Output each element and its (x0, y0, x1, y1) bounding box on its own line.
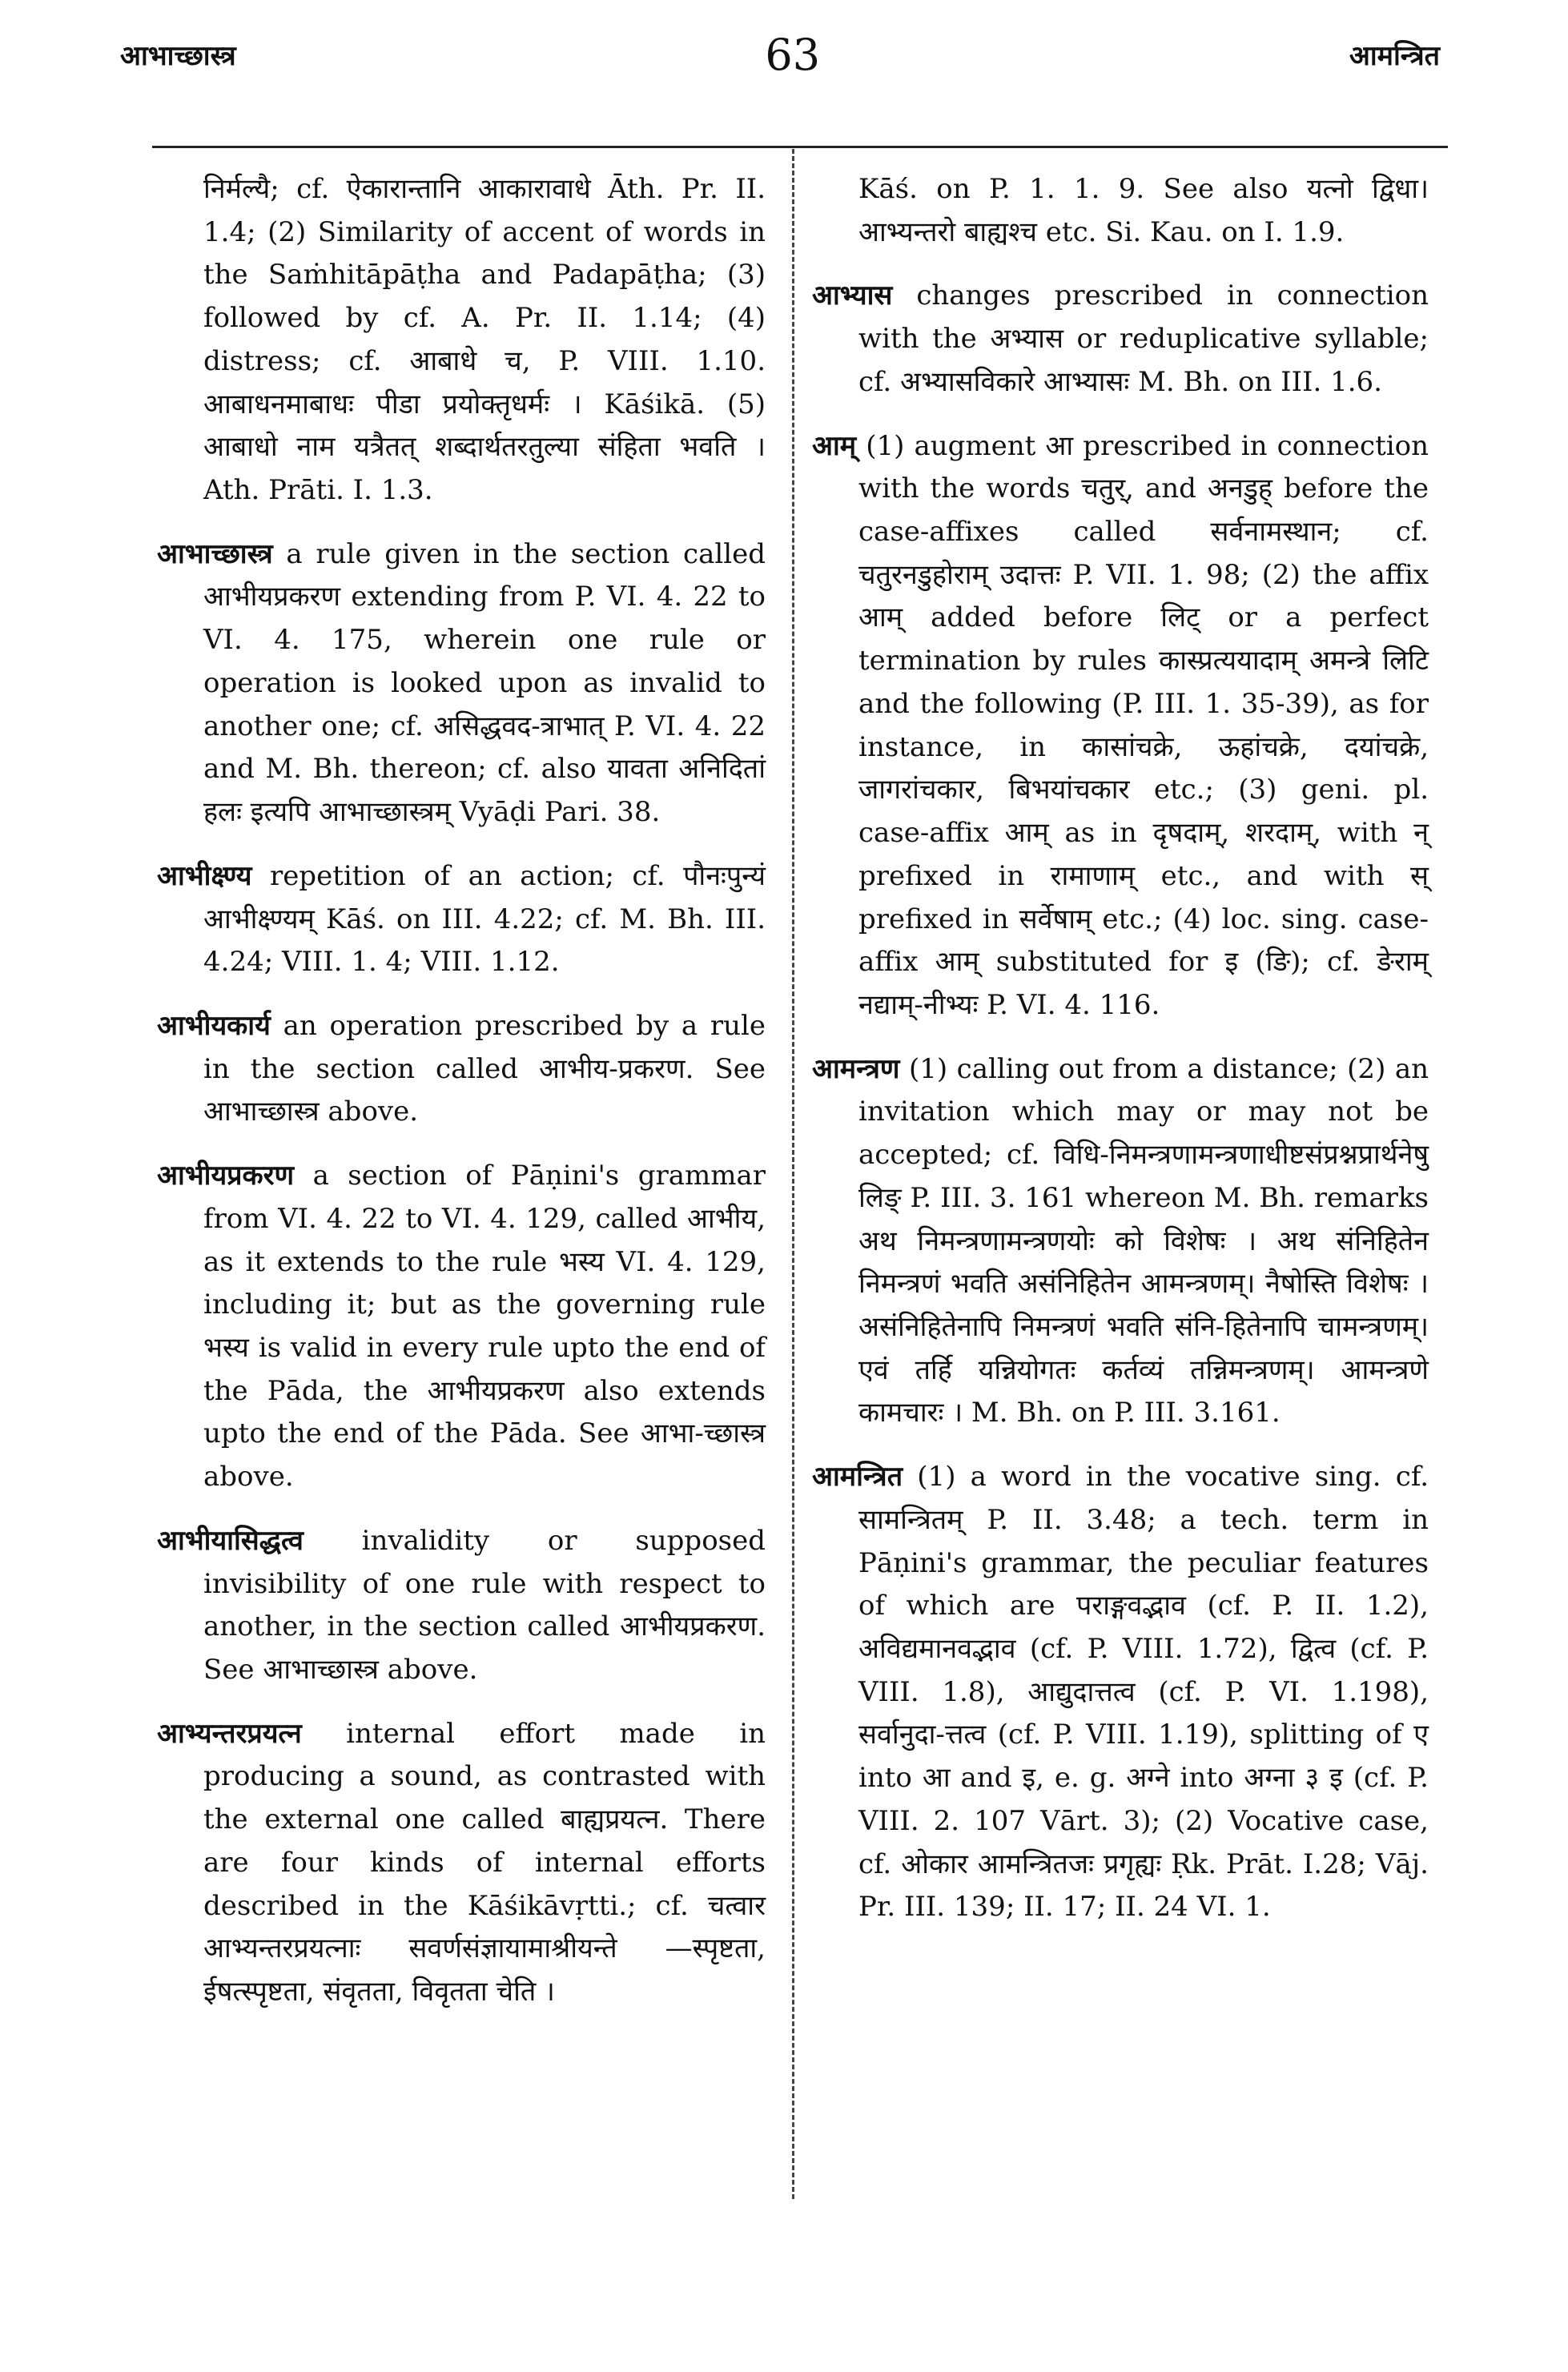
right-running-headword: आमन्त्रित (1349, 40, 1440, 72)
entry-body: (1) augment आ prescribed in connection with the words चतुर्, and अनडुह् before the case-affixes called सर्वनामस्थान; cf. चतुरनडुहोराम् उदात्तः P. VII. 1. 98; (2) the affix आम् added before लिट् or a perfect termination by rules कास्प्रत्ययादाम् अमन्त्रे लिटि and the following (P. III. 1. 35-39), as for instance, in कासांचक्रे, ऊहांचक्रे, दयांचक्रे, जागरांचकार, बिभयांचकार etc.; (3) geni. pl. case-affix आम् as in दृषदाम्, शरदाम्, with न् prefixed in रामाणाम् etc., and with स् prefixed in सर्वेषाम् etc.; (4) loc. sing. case-affix आम् substituted for इ (ङि); cf. ङेराम् नद्याम्-नीभ्यः P. VI. 4. 116. (858, 429, 1429, 1021)
dictionary-entry (157, 1155, 766, 1499)
entry-headword: आभीयासिद्धत्व (157, 1524, 304, 1557)
entry-body: changes prescribed in connection with the अभ्यास or reduplicative syllable; cf. अभ्यासविकारे आभ्यासः M. Bh. on III. 1.6. (858, 279, 1429, 398)
dictionary-entry (812, 275, 1429, 404)
entry-body: (1) calling out from a distance; (2) an invitation which may or may not be accepted; cf. विधि-निमन्त्रणामन्त्रणाधीष्टसंप्रश्नप्रार्थनेषु लिङ् P. III. 3. 161 whereon M. Bh. remarks अथ निमन्त्रणामन्त्रणयोः को विशेषः । अथ संनिहितेन निमन्त्रणं भवति असंनिहितेन आमन्त्रणम्। नैषोस्ति विशेषः । असंनिहितेनापि निमन्त्रणं भवति संनि-हितेनापि चामन्त्रणम्। एवं तर्हि यन्नियोगतः कर्तव्यं तन्निमन्त्रणम्। आमन्त्रणे कामचारः । M. Bh. on P. III. 3.161. (858, 1052, 1429, 1429)
dictionary-entry (157, 533, 766, 834)
dictionary-entry (157, 855, 766, 984)
column-divider (792, 149, 794, 2199)
entry-body: Kāś. on P. 1. 1. 9. See also यत्नो द्विधा। आभ्यन्तरो बाह्यश्च etc. Si. Kau. on I. 1.9. (858, 173, 1429, 248)
entry-body: a rule given in the section called आभीयप्रकरण extending from P. VI. 4. 22 to VI. 4. 175, wherein one rule or operation is looked upon as invalid to another one; cf. असिद्धवद-त्राभात् P. VI. 4. 22 and M. Bh. thereon; cf. also यावता अनिदितां हलः इत्यपि आभाच्छास्त्रम् Vyāḍi Pari. 38. (203, 537, 766, 829)
dictionary-entry-continued (812, 168, 1429, 254)
entry-body: a section of Pāṇini's grammar from VI. 4. 22 to VI. 4. 129, called आभीय, as it extends to the rule भस्य VI. 4. 129, including it; but as the governing rule भस्य is valid in every rule upto the end of the Pāda, the आभीयप्रकरण also extends upto the end of the Pāda. See आभा-च्छास्त्र above. (203, 1160, 766, 1494)
entry-body: an operation prescribed by a rule in the section called आभीय-प्रकरण. See आभाच्छास्त्र above. (203, 1009, 766, 1128)
header-rule (152, 146, 1448, 148)
entry-body: repetition of an action; cf. पौनःपुन्यं आभीक्ष्ण्यम् Kāś. on III. 4.22; cf. M. Bh. III. 4.24; VIII. 1. 4; VIII. 1.12. (203, 859, 766, 979)
entry-body: निर्मल्यै; cf. ऐकारान्तानि आकारावाधे Āth. Pr. II. 1.4; (2) Similarity of accent of words in the Saṁhitāpāṭha and Padapāṭha; (3) followed by cf. A. Pr. II. 1.14; (4) distress; cf. आबाधे च, P. VIII. 1.10. आबाधनमाबाधः पीडा प्रयोक्तृधर्मः । Kāśikā. (5) आबाधो नाम यत्रैतत् शब्दार्थतरतुल्या संहिता भवति । Ath. Prāti. I. 1.3. (203, 173, 766, 507)
dictionary-entry (812, 425, 1429, 1027)
entry-headword: आभाच्छास्त्र (157, 537, 273, 570)
entry-headword: आभ्यन्तरप्रयत्न (157, 1717, 302, 1750)
dictionary-entry (157, 1713, 766, 2014)
entry-headword: आभीयकार्य (157, 1009, 271, 1042)
entry-headword: आभ्यास (812, 279, 893, 312)
page-header (120, 14, 1440, 94)
entry-headword: आम् (812, 429, 857, 462)
dictionary-entry (812, 1456, 1429, 1929)
page-number: 63 (765, 29, 821, 80)
entry-headword: आमन्त्रण (812, 1052, 900, 1085)
entry-headword: आभीयप्रकरण (157, 1160, 295, 1192)
entry-body: (1) a word in the vocative sing. cf. सामन्त्रितम् P. II. 3.48; a tech. term in Pāṇini's grammar, the peculiar features of which are पराङ्गवद्भाव (cf. P. II. 1.2), अविद्यमानवद्भाव (cf. P. VIII. 1.72), द्वित्व (cf. P. VIII. 1.8), आद्युदात्तत्व (cf. P. VI. 1.198), सर्वानुदा-त्तत्व (cf. P. VIII. 1.19), splitting of ए into आ and इ, e. g. अग्ने into अग्ना ३ इ (cf. P. VIII. 2. 107 Vārt. 3); (2) Vocative case, cf. ओकार आमन्त्रितजः प्रगृह्यः Ṛk. Prāt. I.28; Vāj. Pr. III. 139; II. 17; II. 24 VI. 1. (858, 1461, 1429, 1924)
entry-headword: आमन्त्रित (812, 1461, 903, 1494)
dictionary-entry-continued (157, 168, 766, 513)
left-column (157, 168, 766, 2035)
entry-body: invalidity or supposed invisibility of one rule with respect to another, in the section called आभीयप्रकरण. See आभाच्छास्त्र above. (203, 1524, 766, 1686)
left-running-headword: आभाच्छास्त्र (120, 40, 236, 72)
right-column (812, 168, 1429, 1950)
dictionary-entry (157, 1520, 766, 1692)
dictionary-entry (157, 1005, 766, 1134)
entry-body: internal effort made in producing a sound, as contrasted with the external one called बाह्यप्रयत्न. There are four kinds of internal efforts described in the Kāśikāvṛtti.; cf. चत्वार आभ्यन्तरप्रयत्नाः सवर्णसंज्ञायामाश्रीयन्ते —स्पृष्टता, ईषत्स्पृष्टता, संवृतता, विवृतता चेति । (203, 1717, 766, 2008)
entry-headword: आभीक्ष्ण्य (157, 859, 252, 892)
dictionary-entry (812, 1048, 1429, 1435)
